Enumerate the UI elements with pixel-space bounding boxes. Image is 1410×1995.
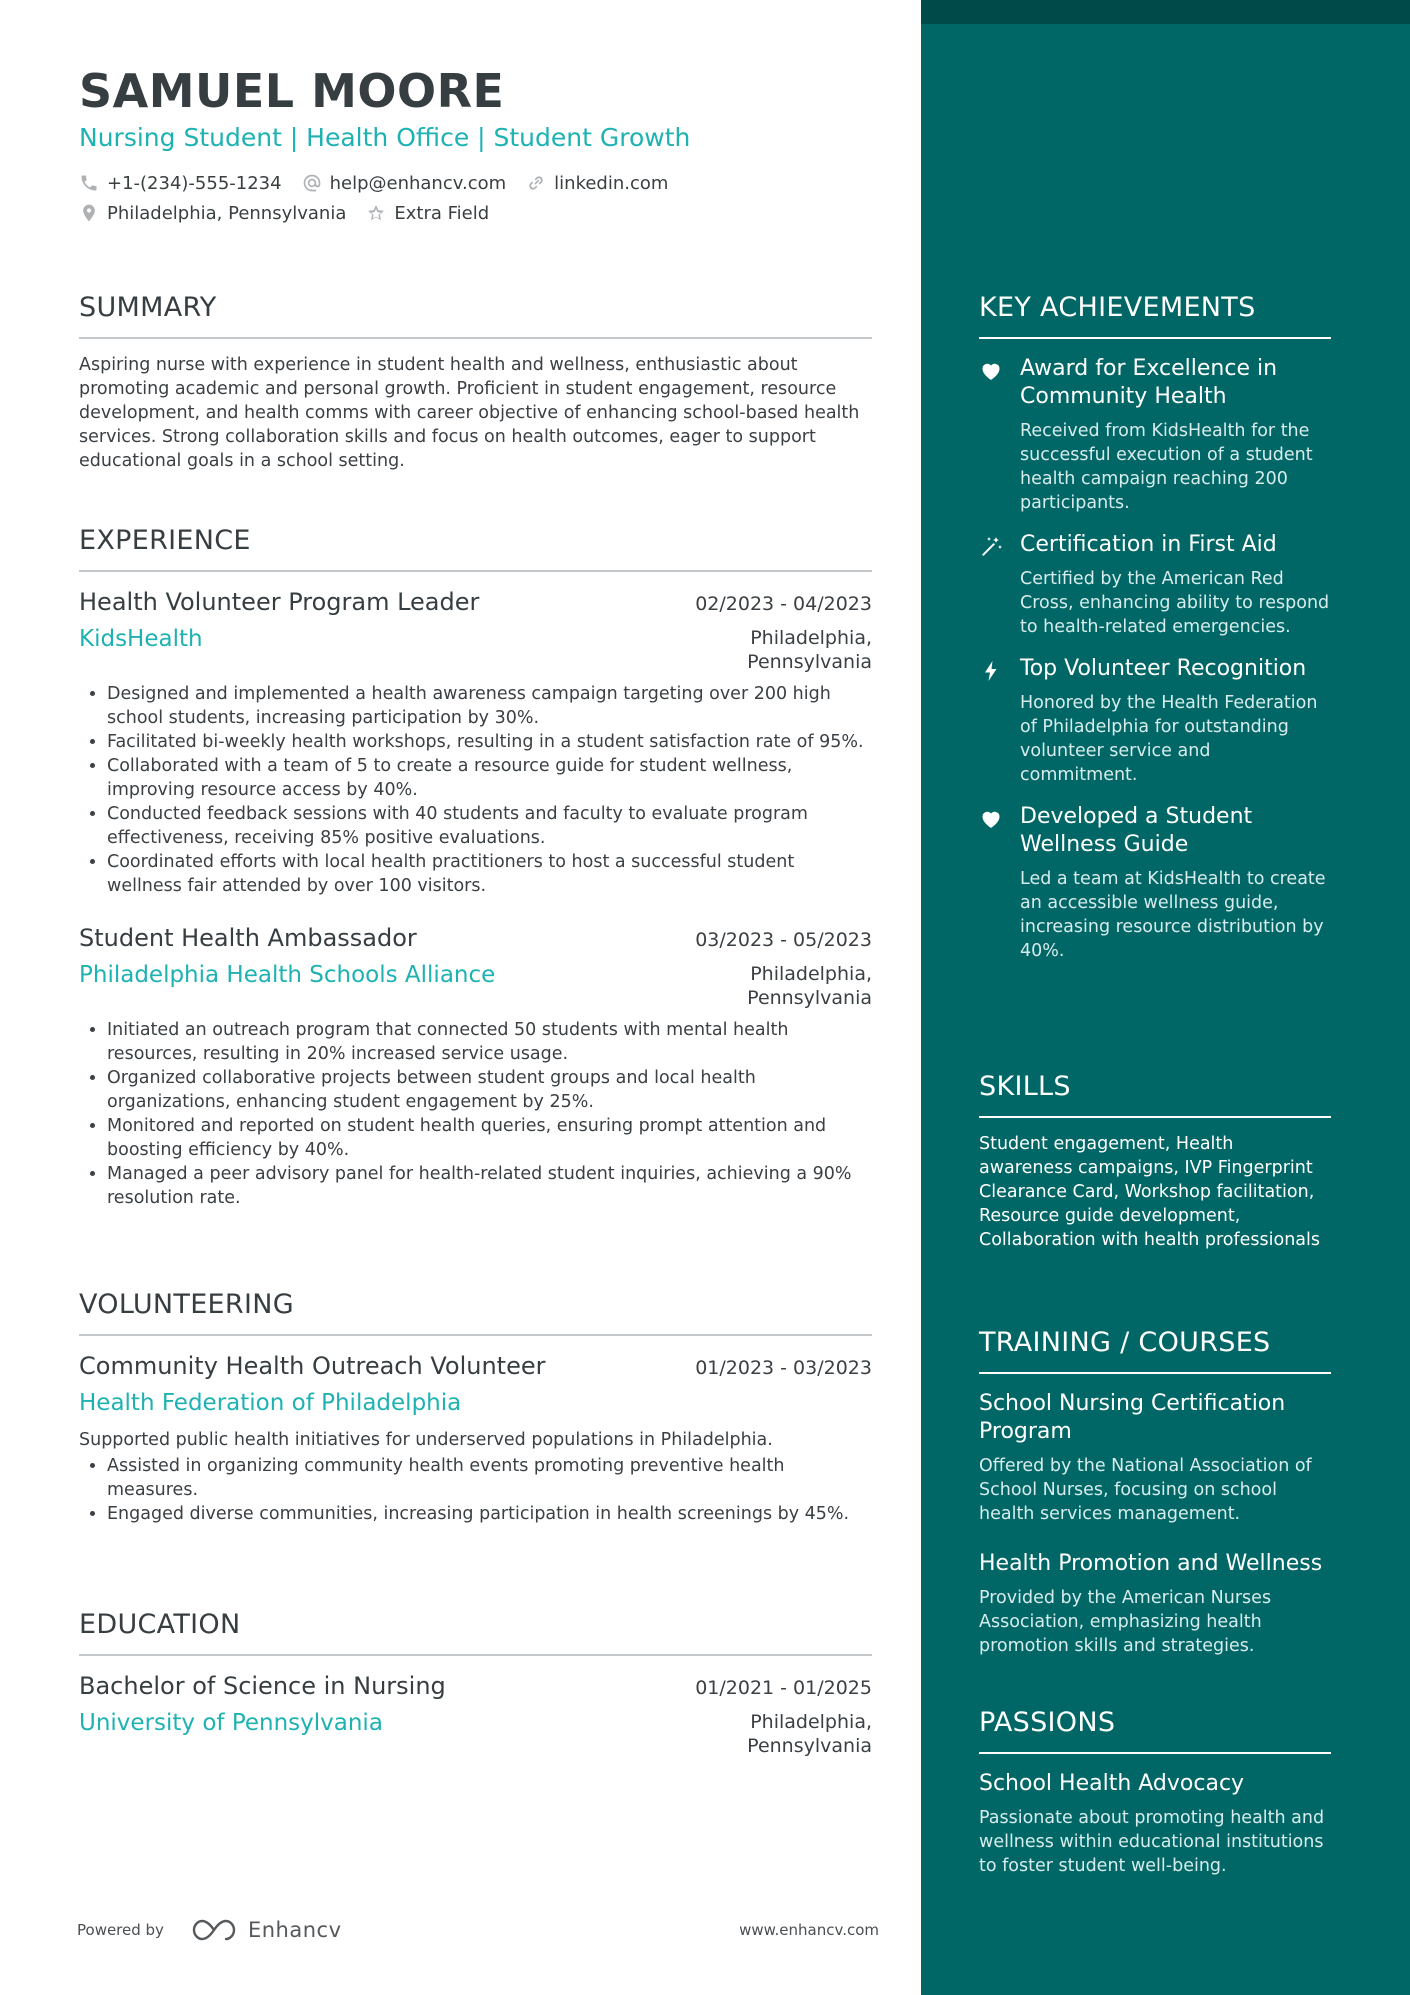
achievement-title: Award for Excellence in Community Health xyxy=(1020,356,1278,409)
candidate-name: SAMUEL MOORE xyxy=(79,64,505,118)
experience-entry xyxy=(79,922,872,1210)
skills-section xyxy=(979,1070,1331,1252)
website-link[interactable]: www.enhancv.com xyxy=(739,1921,879,1939)
passion-title: School Health Advocacy xyxy=(979,1771,1245,1796)
course-text: Provided by the American Nurses Association, emphasizing health promotion skills and strategies. xyxy=(979,1588,1272,1656)
summary-text: Aspiring nurse with experience in student health and wellness, enthusiastic about promoting academic and personal growth. Proficient in student engagement, resource development, and health comms with career objective of enhancing school-based health services. Strong collaboration skills and focus on health outcomes, eager to support educational goals in a school setting. xyxy=(79,355,860,471)
passion-text: Passionate about promoting health and wellness within educational institutions to foster student well-being. xyxy=(979,1808,1325,1876)
list-item: • Coordinated efforts with local health practitioners to host a successful student wellness fair attended by over 100 visitors. xyxy=(107,850,872,898)
contact-link[interactable] xyxy=(526,173,668,194)
education-location: Philadelphia, Pennsylvania xyxy=(747,1711,872,1757)
course-title: Health Promotion and Wellness xyxy=(979,1551,1323,1576)
experience-section xyxy=(79,524,872,1210)
contact-extra xyxy=(366,203,489,224)
job-dates: 03/2023 - 05/2023 xyxy=(695,929,872,951)
achievement-list xyxy=(79,1018,872,1210)
education-entry xyxy=(79,1670,872,1758)
phone-text: +1-(234)-555-1234 xyxy=(107,172,282,194)
enhancv-wordmark: Enhancv xyxy=(247,1918,342,1942)
passion-item xyxy=(979,1770,1331,1878)
company-name: KidsHealth xyxy=(79,626,203,652)
enhancv-logo[interactable] xyxy=(190,1917,342,1943)
education-section xyxy=(79,1608,872,1758)
job-location: Philadelphia, Pennsylvania xyxy=(747,627,872,673)
section-title: SKILLS xyxy=(979,1071,1071,1102)
candidate-headline: Nursing Student | Health Office | Student Growth xyxy=(79,123,691,152)
volunteering-entry xyxy=(79,1350,872,1526)
volunteer-organization: Health Federation of Philadelphia xyxy=(79,1390,462,1416)
sidebar-top-bar xyxy=(921,0,1410,24)
footer xyxy=(77,1912,879,1948)
list-item: • Monitored and reported on student health queries, ensuring prompt attention and boosting efficiency by 40%. xyxy=(107,1114,872,1162)
list-item: • Organized collaborative projects between student groups and local health organizations, enhancing student engagement by 25%. xyxy=(107,1066,872,1114)
training-section xyxy=(979,1326,1331,1658)
summary-section xyxy=(79,291,872,473)
link-text: linkedin.com xyxy=(554,172,669,194)
achievement-title: Developed a Student Wellness Guide xyxy=(1020,804,1253,857)
contact-location xyxy=(79,203,346,224)
section-title: EDUCATION xyxy=(79,1609,241,1640)
section-divider xyxy=(979,1752,1331,1754)
course-item xyxy=(979,1550,1331,1658)
job-dates: 02/2023 - 04/2023 xyxy=(695,593,872,615)
list-item: • Engaged diverse communities, increasing participation in health screenings by 45%. xyxy=(107,1502,872,1526)
achievements-section xyxy=(979,291,1331,963)
achievement-text: Received from KidsHealth for the successful execution of a student health campaign reaching 200 participants. xyxy=(1020,421,1313,513)
achievement-item xyxy=(979,655,1331,787)
list-item: • Designed and implemented a health awareness campaign targeting over 200 high school students, increasing participation by 30%. xyxy=(107,682,872,730)
achievement-list xyxy=(79,1454,872,1526)
heart-icon xyxy=(979,359,1003,383)
section-title: TRAINING / COURSES xyxy=(979,1327,1271,1358)
company-name: Philadelphia Health Schools Alliance xyxy=(79,962,496,988)
skills-text: Student engagement, Health awareness campaigns, IVP Fingerprint Clearance Card, Workshop facilitation, Resource guide development, Collaboration with health professionals xyxy=(979,1134,1320,1250)
volunteer-description: Supported public health initiatives for underserved populations in Philadelphia. xyxy=(79,1430,773,1450)
course-text: Offered by the National Association of School Nurses, focusing on school health services management. xyxy=(979,1456,1312,1524)
contact-phone[interactable] xyxy=(79,173,282,194)
course-title: School Nursing Certification Program xyxy=(979,1391,1286,1444)
section-title: PASSIONS xyxy=(979,1707,1116,1738)
section-title: VOLUNTEERING xyxy=(79,1289,294,1320)
lightning-icon xyxy=(979,659,1003,683)
job-title: Student Health Ambassador xyxy=(79,924,417,952)
extra-text: Extra Field xyxy=(394,202,490,224)
achievement-title: Top Volunteer Recognition xyxy=(1020,656,1307,681)
section-title: KEY ACHIEVEMENTS xyxy=(979,292,1256,323)
star-icon xyxy=(366,203,386,223)
section-divider xyxy=(979,337,1331,339)
enhancv-logo-icon xyxy=(190,1917,238,1943)
list-item: • Conducted feedback sessions with 40 students and faculty to evaluate program effectiveness, receiving 85% positive evaluations. xyxy=(107,802,872,850)
course-item xyxy=(979,1390,1331,1526)
section-title: SUMMARY xyxy=(79,292,217,323)
list-item: • Initiated an outreach program that connected 50 students with mental health resources, resulting in 20% increased service usage. xyxy=(107,1018,872,1066)
school-name: University of Pennsylvania xyxy=(79,1710,383,1736)
section-divider xyxy=(79,570,872,572)
powered-by-label: Powered by xyxy=(77,1921,164,1939)
list-item: • Managed a peer advisory panel for health-related student inquiries, achieving a 90% resolution rate. xyxy=(107,1162,872,1210)
section-divider xyxy=(979,1116,1331,1118)
list-item: • Assisted in organizing community health events promoting preventive health measures. xyxy=(107,1454,872,1502)
job-title: Health Volunteer Program Leader xyxy=(79,588,480,616)
resume-header xyxy=(79,62,872,228)
achievement-item xyxy=(979,355,1331,515)
job-location: Philadelphia, Pennsylvania xyxy=(747,963,872,1009)
location-text: Philadelphia, Pennsylvania xyxy=(107,202,347,224)
passions-section xyxy=(979,1706,1331,1878)
degree-title: Bachelor of Science in Nursing xyxy=(79,1672,446,1700)
phone-icon xyxy=(79,173,99,193)
at-sign-icon xyxy=(302,173,322,193)
link-icon xyxy=(526,173,546,193)
list-item: • Facilitated bi-weekly health workshops, resulting in a student satisfaction rate of 95%. xyxy=(107,730,872,754)
contact-email[interactable] xyxy=(302,173,507,194)
magic-wand-icon xyxy=(979,535,1003,559)
achievement-item xyxy=(979,531,1331,639)
achievement-text: Honored by the Health Federation of Philadelphia for outstanding volunteer service and commitment. xyxy=(1020,693,1318,785)
section-divider xyxy=(79,1334,872,1336)
section-divider xyxy=(79,1654,872,1656)
achievement-text: Certified by the American Red Cross, enhancing ability to respond to health-related emergencies. xyxy=(1020,569,1330,637)
achievement-text: Led a team at KidsHealth to create an accessible wellness guide, increasing resource distribution by 40%. xyxy=(1020,869,1326,961)
section-title: EXPERIENCE xyxy=(79,525,251,556)
achievement-item xyxy=(979,803,1331,963)
volunteer-role: Community Health Outreach Volunteer xyxy=(79,1352,546,1380)
email-text: help@enhancv.com xyxy=(329,172,507,194)
volunteering-section xyxy=(79,1288,872,1526)
achievement-title: Certification in First Aid xyxy=(1020,532,1277,557)
contact-info xyxy=(79,168,872,228)
section-divider xyxy=(79,337,872,339)
list-item: • Collaborated with a team of 5 to create a resource guide for student wellness, improving resource access by 40%. xyxy=(107,754,872,802)
experience-entry xyxy=(79,586,872,898)
section-divider xyxy=(979,1372,1331,1374)
education-dates: 01/2021 - 01/2025 xyxy=(695,1677,872,1699)
achievement-list xyxy=(79,682,872,898)
volunteer-dates: 01/2023 - 03/2023 xyxy=(695,1357,872,1379)
heart-icon xyxy=(979,807,1003,831)
location-pin-icon xyxy=(79,203,99,223)
